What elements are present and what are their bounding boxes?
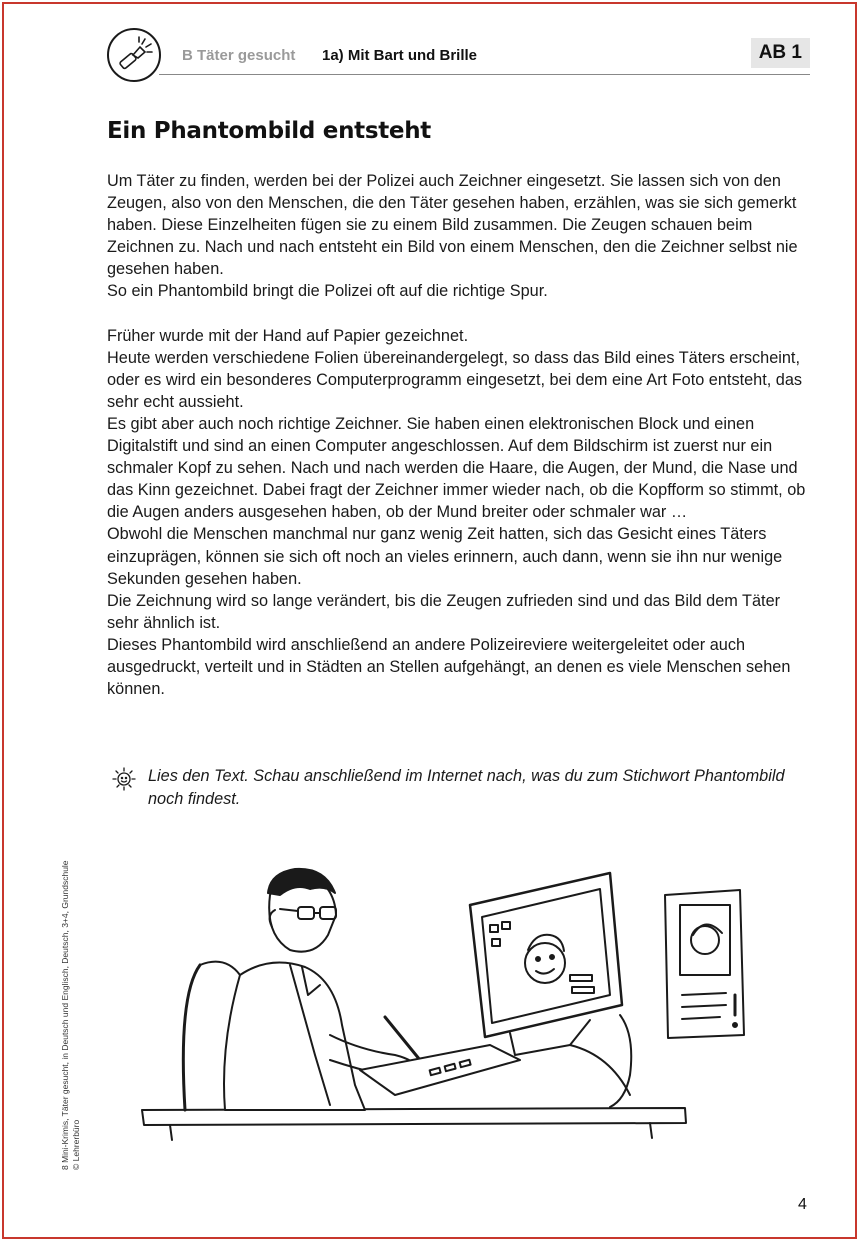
- paragraph: Um Täter zu finden, werden bei der Polizei auch Zeichner eingesetzt. Sie lassen sich von den Zeugen, also von den Menschen, die den Täter gesehen haben, erzählen, was sie sich gemerkt haben. Diese Einzelheiten fügen sie zu einem Bild zusammen. Die Zeugen schauen beim Zeichnen zu. Nach und nach entsteht ein Bild von einem Menschen, den die Zeichner selbst nie gesehen haben.: [107, 172, 798, 279]
- flashlight-logo: [107, 28, 161, 82]
- publisher-line: © Lehrerbüro: [71, 1119, 81, 1170]
- paragraph: Früher wurde mit der Hand auf Papier gezeichnet.: [107, 326, 469, 345]
- header-rule: [159, 74, 810, 75]
- body-text: [107, 170, 812, 700]
- source-line: 8 Mini-Krimis, Täter gesucht, in Deutsch und Englisch, Deutsch, 3+4, Grundschule: [60, 860, 70, 1170]
- task-instruction: Lies den Text. Schau anschließend im Internet nach, was du zum Stichwort Phantombild noch findest.: [148, 767, 785, 808]
- worksheet-subtitle: 1a) Mit Bart und Brille: [322, 47, 478, 64]
- section-label: B Täter gesucht: [182, 47, 296, 64]
- paragraph: Obwohl die Menschen manchmal nur ganz wenig Zeit hatten, sich das Gesicht eines Täters einzuprägen, können sie sich oft noch an vieles erinnern, auch dann, wenn sie ihn nur wenige Sekunden gesehen haben.: [107, 525, 783, 588]
- paragraph: So ein Phantombild bringt die Polizei oft auf die richtige Spur.: [107, 282, 548, 301]
- copyright-note: [60, 860, 82, 1170]
- sun-icon: [107, 765, 141, 799]
- paragraph: Dieses Phantombild wird anschließend an andere Polizeireviere weitergeleitet oder auch ausgedruckt, verteilt und in Städten an Stellen aufgehängt, an denen es viele Menschen sehen können.: [107, 635, 791, 699]
- page-header: [107, 28, 810, 76]
- flashlight-icon: [109, 30, 159, 80]
- paragraph: Heute werden verschiedene Folien übereinandergelegt, so dass das Bild eines Täters erscheint, oder es wird ein besonderes Computerprogramm eingesetzt, bei dem eine Art Foto entsteht, das sehr echt aussieht.: [107, 348, 803, 411]
- paragraph: Die Zeichnung wird so lange verändert, bis die Zeugen zufrieden sind und das Bild dem Täter sehr ähnlich ist.: [107, 591, 781, 632]
- paragraph: Es gibt aber auch noch richtige Zeichner. Sie haben einen elektronischen Block und einen Digitalstift und sind an einen Computer angeschlossen. Auf dem Bildschirm ist zuerst nur ein schmaler Kopf zu sehen. Nach und nach werden die Haare, die Augen, der Mund, die Nase und das Kinn gezeichnet. Dabei fragt der Zeichner immer wieder nach, ob die Kopfform so stimmt, ob die Augen anders ausgesehen haben, ob der Mund breiter oder schmaler war …: [107, 414, 806, 522]
- page-title: Ein Phantombild entsteht: [107, 118, 431, 144]
- worksheet-badge: AB 1: [751, 38, 810, 68]
- artist-at-computer-icon: [130, 855, 760, 1155]
- page-number: 4: [798, 1196, 807, 1213]
